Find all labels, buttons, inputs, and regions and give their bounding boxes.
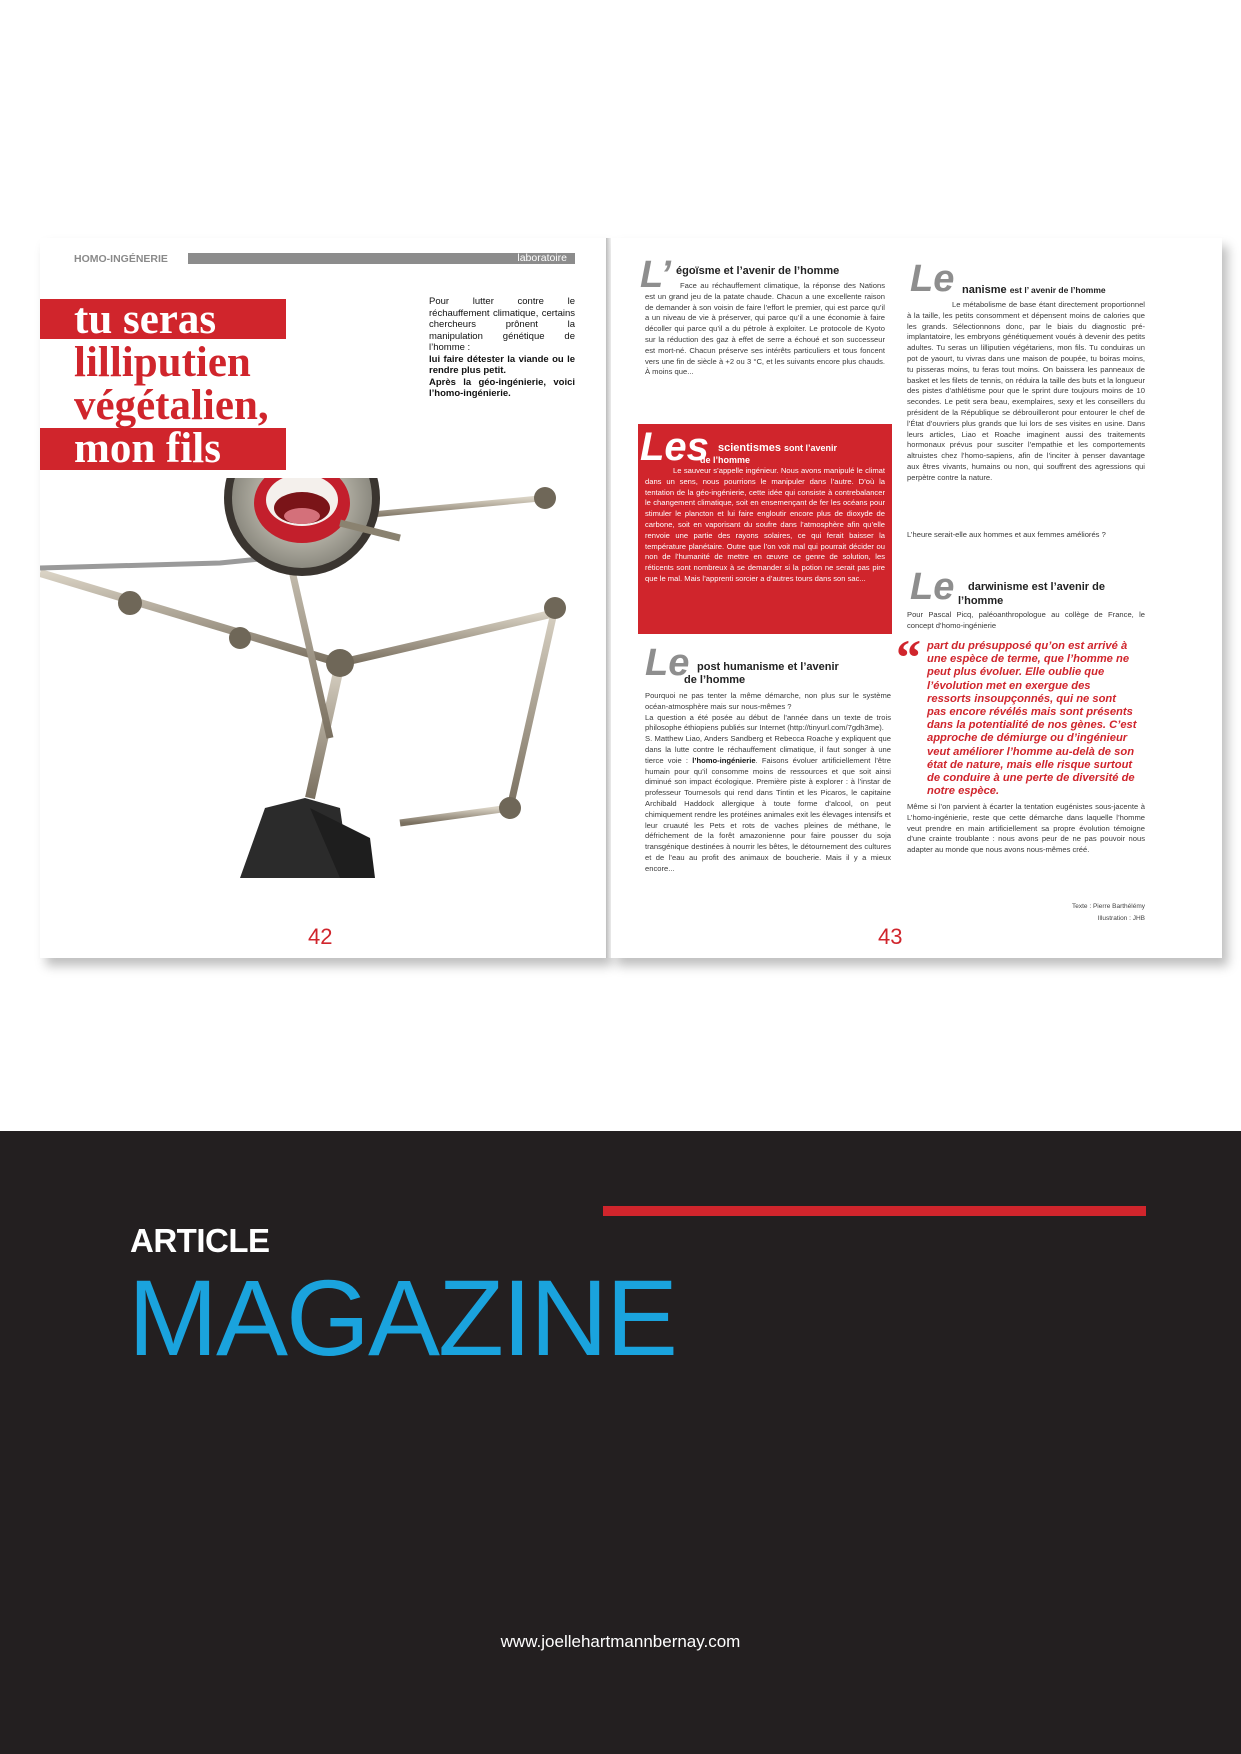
- sec3-para-1: Pourquoi ne pas tenter la même démarche, non plus sur le système océan-atmosphère mais sur nous-mêmes ?: [645, 691, 891, 711]
- sec2-title-line2: de l’homme: [700, 455, 751, 465]
- sec2-title-word: scientismes: [718, 442, 781, 454]
- sec4-title-word: nanisme: [962, 284, 1007, 296]
- intro-bold-1: lui faire détester la viande ou le rendre plus petit.: [429, 353, 575, 376]
- sec2-title-rest: sont l’avenir: [784, 443, 838, 453]
- footer-title: MAGAZINE: [128, 1257, 677, 1378]
- sec3-body: [645, 691, 891, 875]
- sec3-para-3b: l’homo-ingénierie: [692, 755, 756, 765]
- rubric-tag: laboratoire: [517, 252, 567, 264]
- sec4-title-rest: est l’ avenir de l’homme: [1009, 285, 1106, 295]
- dropcap-sec3: Le: [645, 642, 690, 684]
- closing-paragraph: Même si l’on parvient à écarter la tentation eugénistes sous-jacente à L’homo-ingénierie, reste que cette démarche dans laquelle l’homme veut prendre en main artificiellement sa propre évolution témoigne d’une crainte troublante : nous avons peur de ne pas pouvoir nous adapter au monde que nous avons nous-mêmes créé.: [907, 802, 1145, 855]
- intro-lead: Pour lutter contre le réchauffement climatique, certains chercheurs prônent la manipulation génétique de l’homme :: [429, 296, 575, 353]
- footer-panel: [0, 1131, 1241, 1754]
- page-number-right: 43: [878, 924, 903, 949]
- dropcap-sec1: L’: [640, 254, 671, 296]
- footer-label: ARTICLE: [130, 1222, 270, 1259]
- sec5-title-1: darwinisme est l’avenir de: [968, 581, 1105, 593]
- footer-accent-line: [603, 1206, 1146, 1216]
- sec3-para-2: La question a été posée au début de l’année dans un texte de trois philosophe éthiopiens publiés sur Internet (http://tinyurl.com/7gdh3me).: [645, 712, 891, 733]
- sec5-body: Pour Pascal Picq, paléoanthropologue au collège de France, le concept d’homo-ingénierie: [907, 610, 1145, 630]
- sec3-title-1: post humanisme et l’avenir: [697, 661, 839, 673]
- dropcap-sec2: Les: [640, 425, 709, 469]
- pull-quote: part du présupposé qu’on est arrivé à une espèce de terme, que l’homme ne peut plus évoluer. Elle oublie que l’évolution met en exergue des ressorts insoupçonnés, qui ne sont pas encore révélés mais sont présents dans la potentialité de nos gènes. C’est approche de démiurge ou d’ingénieur veut améliorer l’homme au-delà de son état de nature, mais elle risque surtout de conduire à une perte de diversité de notre espèce.: [927, 640, 1137, 798]
- sec4-title: [962, 284, 1106, 297]
- sec3-title-2: de l’homme: [684, 674, 746, 686]
- helping-hands-illustration: [40, 478, 606, 898]
- sec5-title-2: l’homme: [958, 595, 1004, 607]
- scientismes-box: [638, 424, 892, 634]
- sec3-para-3: [645, 734, 891, 874]
- rubric-label: HOMO-INGÉNERIE: [74, 253, 168, 265]
- sec4-body-end: L’heure serait-elle aux hommes et aux femmes améliorés ?: [907, 530, 1106, 539]
- page-number-left: 42: [308, 924, 333, 949]
- sec2-body: Le sauveur s’appelle ingénieur. Nous avons manipulé le climat dans un sens, nous pourrions le manipuler dans l’autre. D’où la tentation de la géo-ingénierie, cette idée qui consiste à contrebalancer le changement climatique, soit en ensemençant de fer les océans pour stimuler le plancton et lui faire engloutir encore plus de dioxyde de carbone, soit en vaporisant du soufre dans l’atmosphère afin qu’elle renvoie une partie des rayons solaires, ce qui ferait baisser la température planétaire. Outre que l’on voit mal qui pourrait décider ou non de l’humanité de mettre en œuvre ce genre de solution, les réticents sont nombreux à se demander si la potion ne serait pas pire que le mal. Mais l’apprenti sorcier a d’autres tours dans son sac...: [645, 466, 885, 583]
- left-page: [40, 238, 606, 958]
- dropcap-sec5: Le: [910, 566, 955, 608]
- credit-illustration: Illustration : JHB: [1097, 915, 1145, 922]
- footer-url-link[interactable]: www.joellehartmannbernay.com: [500, 1632, 741, 1651]
- quote-mark: “: [896, 629, 921, 685]
- sec4-body: Le métabolisme de base étant directement proportionnel à la taille, les petits consomment et dépensent moins de calories que les grands. Sélectionnons donc, par le biais du diagnostic pré-implantatoire, les embryons génétiquement voués à devenir des petits adultes. Tu seras un lilliputien végétariens, mon fils. Tu conduiras un pot de yaourt, tu vivras dans une maison de poupée, tu boiras moins, tu pisseras moins, tu feras tout moins. On baissera les panneaux de basket et les filets de tennis, on réduira la taille des buts et la longueur des pistes d’athlétisme pour que le sprint dure toujours moins de 10 secondes. Le petit sera beau, exemplaires, sexy et les conseillers du président de la République se débrouilleront pour entourer le chef de l’État d’ouvriers plus grands que lui lors de ses visites en usine. Dans leurs articles, Liao et Roache imaginent aussi des traitements hormonaux prévus pour susciter l’empathie et les comportements altruistes chez l’homo-sapiens, afin de l’inciter à penser davantage aux êtres vivants, humains ou non, qui souffrent des agressions qui perpètre contre la nature.: [907, 300, 1145, 482]
- credit-text: Texte : Pierre Barthélémy: [1072, 903, 1145, 910]
- dropcap-sec4: Le: [910, 258, 955, 300]
- headline-line-2: lilliputien: [74, 339, 251, 386]
- sec3-para-3a: S. Matthew Liao, Anders Sandberg et Rebecca Roache y expliquent que dans la lutte contre le réchauffement climatique, il faut songer à une tierce voie :: [645, 734, 891, 765]
- sec3-para-3c: . Faisons évoluer artificiellement l’être humain pour qu’il consomme moins de ressources et que soit ainsi diminué son impact écologique. Première piste à explorer : à l’instar de professeur Tournesols qui rend dans Tintin et les Picaros, le capitaine Archibald Haddock allergique à toute forme d’alcool, on peut chimiquement rendre les protéines animales exit les élevages intensifs et leur cruauté les Pets et rots de vaches pleines de méthane, le défrichement de la forêt amazonienne pour faire pousser du soja transgénique destinées à nourrir les bêtes, le détournement des cultures et de l’eau au profit des animaux de boucherie. Mais il y a mieux encore...: [645, 755, 891, 873]
- headline-line-3: végétalien,: [74, 382, 269, 429]
- sec1-body: Face au réchauffement climatique, la réponse des Nations est un grand jeu de la patate chaude. Chacun a une excellente raison de demander à son voisin de faire l’effort le premier, qui est parce qu’il a un niveau de vie à préserver, qui parce qu’il a une économie à faire décoller qui parce qu’il a du pétrole à exploiter. Le protocole de Kyoto sur la réduction des gaz à effet de serre a échoué et son successeur est mort-né. Chacun préserve ses intérêts particuliers et tous foncent vers une fin de siècle à +2 ou 3 °C, et les suivants encore plus chauds. À moins que...: [645, 281, 885, 377]
- intro-text: [429, 296, 575, 400]
- headline: [74, 298, 269, 470]
- intro-bold-2: Après la géo-ingénierie, voici l’homo-ingénierie.: [429, 376, 575, 399]
- rubric-bar: [188, 253, 575, 264]
- headline-line-4: mon fils: [74, 425, 221, 472]
- headline-line-1: tu seras: [74, 296, 217, 343]
- sec1-title: égoïsme et l’avenir de l’homme: [676, 265, 840, 277]
